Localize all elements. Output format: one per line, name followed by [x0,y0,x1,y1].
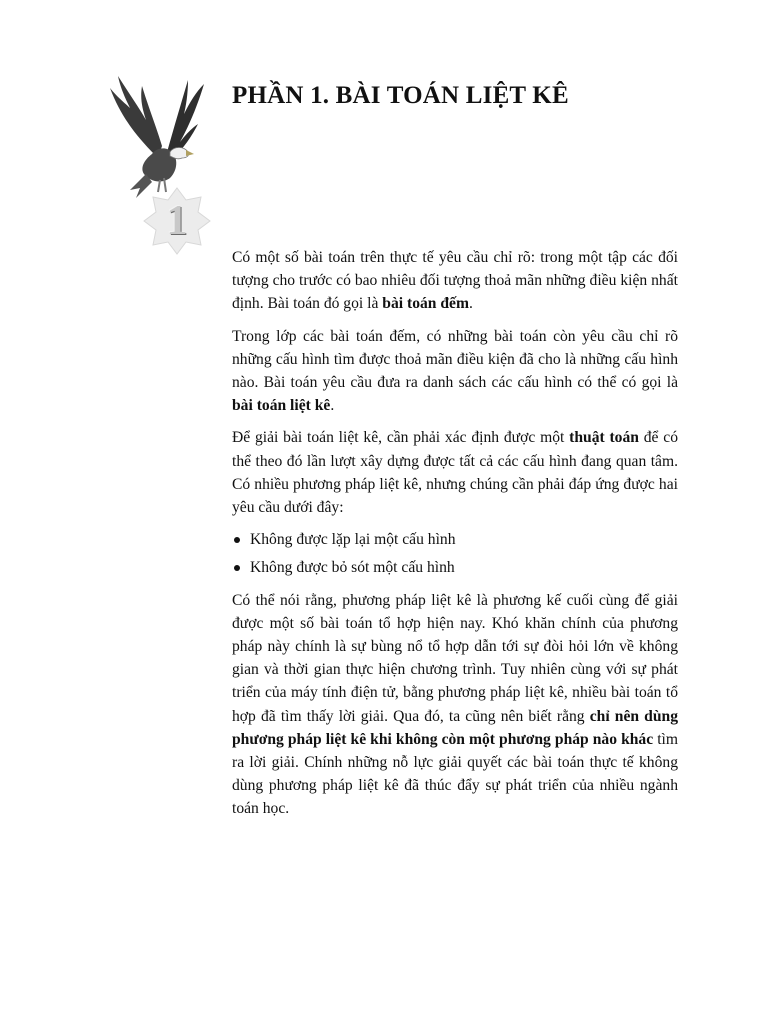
chapter-number: 1 [166,198,188,244]
chapter-emblem [100,70,220,270]
term-bold: chỉ nên dùng phương pháp liệt kê khi không còn một phương pháp nào khác [232,707,679,748]
paragraph-3: Để giải bài toán liệt kê, cần phải xác định được một thuật toán để có thể theo đó lần lượt xây dựng được tất cả các cấu hình đang quan tâm. Có nhiều phương pháp liệt kê, nhưng chúng cần phải đáp ứng được hai yêu cầu dưới đây: [232,429,678,517]
list-item: Không được bỏ sót một cấu hình [232,556,678,579]
bullet-icon [234,565,240,571]
chapter-badge [142,186,212,256]
paragraph-2: Trong lớp các bài toán đếm, có những bài toán còn yêu cầu chỉ rõ những cấu hình tìm được thoả mãn điều kiện đã cho là những cấu hình nào. Bài toán yêu cầu đưa ra danh sách các cấu hình có thể có gọi là bài toán liệt kê. [232,327,678,415]
term-bold: thuật toán [569,429,639,447]
eagle-icon [100,70,220,200]
term-bold: bài toán đếm [382,295,469,313]
body-text [232,246,678,830]
paragraph-1: Có một số bài toán trên thực tế yêu cầu chỉ rõ: trong một tập các đối tượng cho trước có bao nhiêu đối tượng thoả mãn những điều kiện nhất định. Bài toán đó gọi là bài toán đếm. [232,249,678,313]
bullet-icon [234,537,240,543]
list-item: Không được lặp lại một cấu hình [232,528,678,551]
requirements-list [232,528,678,579]
page-title: PHẦN 1. BÀI TOÁN LIỆT KÊ [232,82,569,109]
term-bold: bài toán liệt kê [232,397,331,415]
paragraph-4: Có thể nói rằng, phương pháp liệt kê là phương kế cuối cùng để giải được một số bài toán tổ hợp hiện nay. Khó khăn chính của phương pháp này chính là sự bùng nổ tổ hợp dẫn tới sự đòi hỏi lớn về không gian và thời gian thực hiện chương trình. Tuy nhiên cùng với sự phát triển của máy tính điện tử, bằng phương pháp liệt kê, nhiều bài toán tổ hợp đã tìm thấy lời giải. Qua đó, ta cũng nên biết rằng chỉ nên dùng phương pháp liệt kê khi không còn một phương pháp nào khác tìm ra lời giải. Chính những nỗ lực giải quyết các bài toán thực tế không dùng phương pháp liệt kê đã thúc đẩy sự phát triển của nhiều ngành toán học. [232,591,679,818]
